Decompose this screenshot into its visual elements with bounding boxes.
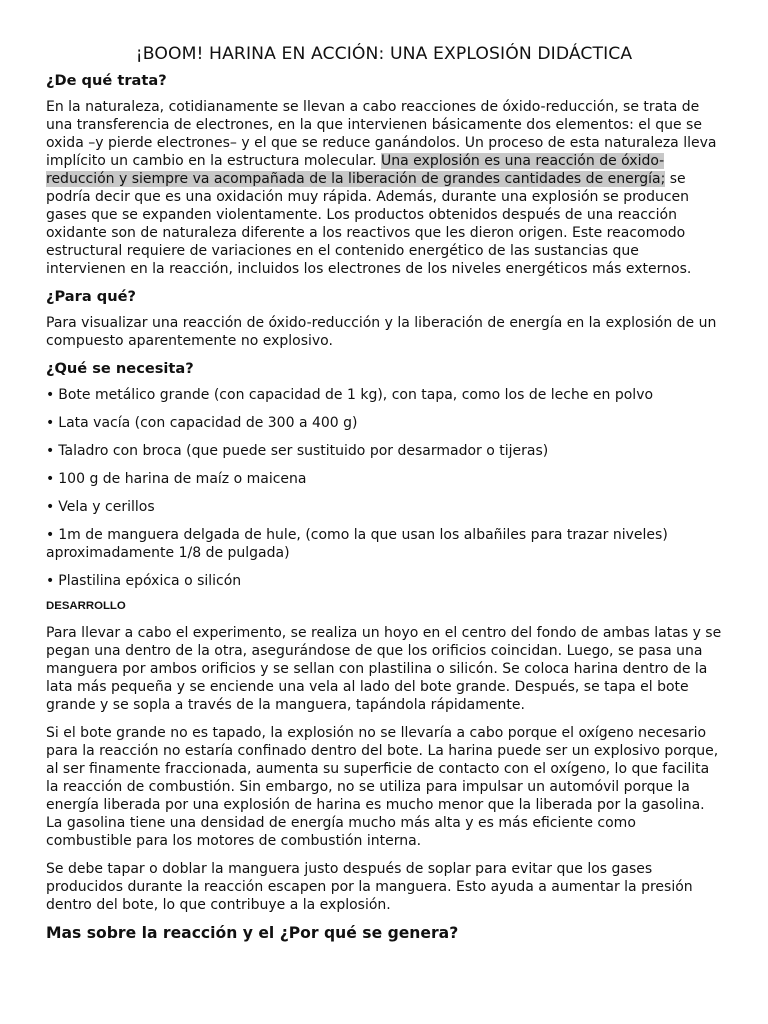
paragraph-desarrollo-3: Se debe tapar o doblar la manguera justo después de soplar para evitar que los gases producidos durante la reacción escapen por la manguera. Esto ayuda a aumentar la presión dentro del bote, lo que contribuye a la explosión. — [46, 861, 693, 913]
list-item: • 100 g de harina de maíz o maicena — [46, 471, 307, 487]
heading-para-que: ¿Para qué? — [46, 288, 136, 305]
bullet-icon: • — [46, 573, 55, 589]
bullet-icon: • — [46, 387, 55, 403]
materials-list — [46, 386, 722, 590]
bullet-icon: • — [46, 471, 55, 487]
heading-mas-sobre-la-reaccion: Mas sobre la reacción y el ¿Por qué se genera? — [46, 924, 459, 942]
bullet-icon: • — [46, 443, 55, 459]
list-item: • Bote metálico grande (con capacidad de 1 kg), con tapa, como los de leche en polvo — [46, 387, 654, 403]
highlighted-text[interactable]: Una explosión es una reacción de óxido-reducción y siempre va acompañada de la liberación de grandes cantidades de energía; — [46, 153, 666, 187]
document-title: ¡BOOM! HARINA EN ACCIÓN: UNA EXPLOSIÓN DIDÁCTICA — [135, 44, 633, 64]
list-item: • Vela y cerillos — [46, 499, 155, 515]
bullet-icon: • — [46, 527, 55, 543]
list-item: • Taladro con broca (que puede ser sustituido por desarmador o tijeras) — [46, 443, 549, 459]
paragraph-de-que-trata — [46, 98, 722, 278]
list-item: • Plastilina epóxica o silicón — [46, 573, 242, 589]
bullet-icon: • — [46, 415, 55, 431]
paragraph-desarrollo-2: Si el bote grande no es tapado, la explosión no se llevaría a cabo porque el oxígeno necesario para la reacción no estaría confinado dentro del bote. La harina puede ser un explosivo porque, al ser finamente fraccionada, aumenta su superficie de contacto con el oxígeno, lo que facilita la reacción de combustión. Sin embargo, no se utiliza para impulsar un automóvil porque la energía liberada por una explosión de harina es mucho menor que la liberada por la gasolina. La gasolina tiene una densidad de energía mucho más alta y es más eficiente como combustible para los motores de combustión interna. — [46, 725, 719, 849]
heading-que-se-necesita: ¿Qué se necesita? — [46, 360, 194, 377]
paragraph-text-start: En la naturaleza, cotidianamente se llevan a cabo reacciones de óxido-reducción, se trata de una transferencia de electrones, en la que intervienen básicamente dos elementos: el que se oxida –y pierde electrones– y el que se reduce ganándolos. Un proceso de esta naturaleza lleva implícito un cambio en la estructura molecular. — [46, 99, 717, 169]
paragraph-para-que: Para visualizar una reacción de óxido-reducción y la liberación de energía en la explosión de un compuesto aparentemente no explosivo. — [46, 315, 717, 349]
bullet-icon: • — [46, 499, 55, 515]
heading-desarrollo: DESARROLLO — [46, 600, 126, 612]
list-item: • 1m de manguera delgada de hule, (como la que usan los albañiles para trazar niveles) aproximadamente 1/8 de pulgada) — [46, 527, 668, 561]
paragraph-text-end: se podría decir que es una oxidación muy rápida. Además, durante una explosión se producen gases que se expanden violentamente. Los productos obtenidos después de una reacción oxidante son de naturaleza diferente a los reactivos que les dieron origen. Este reacomodo estructural requiere de variaciones en el contenido energético de las sustancias que intervienen en la reacción, incluidos los electrones de los niveles energéticos más externos. — [46, 171, 692, 277]
list-item: • Lata vacía (con capacidad de 300 a 400 g) — [46, 415, 358, 431]
heading-de-que-trata: ¿De qué trata? — [46, 72, 167, 89]
paragraph-desarrollo-1: Para llevar a cabo el experimento, se realiza un hoyo en el centro del fondo de ambas latas y se pegan una dentro de la otra, asegurándose de que los orificios coincidan. Luego, se pasa una manguera por ambos orificios y se sellan con plastilina o silicón. Se coloca harina dentro de la lata más pequeña y se enciende una vela al lado del bote grande. Después, se tapa el bote grande y se sopla a través de la manguera, tapándola rápidamente. — [46, 625, 722, 713]
